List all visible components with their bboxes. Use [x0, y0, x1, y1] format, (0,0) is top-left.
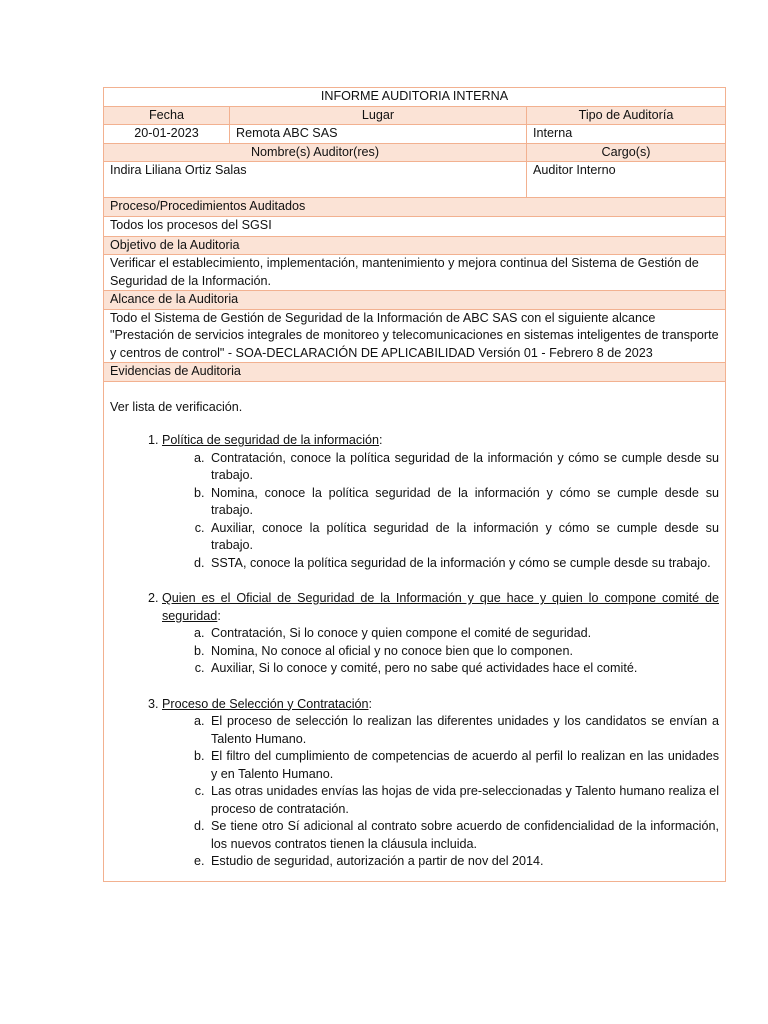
section-seleccion: 3. Proceso de Selección y Contratación: a. El proceso de selección lo realizan las diferentes unidades y los candidatos se envían a Talento Humano. b. El filtro del cumplimiento de competencias de acuerdo al perfil lo realizan en las unidades y en Talento Humano. c. Las otras unidades envías las hojas de vida pre-seleccionadas y Talento humano realiza el proceso de contratación. d. Se tiene otro Sí adicional al contrato sobre acuerdo de confidencialidad de la información, los nuevos contratos tienen la cláusula incluida. e. Estudio de seguridad, autorización a partir de nov del 2014.: [162, 696, 719, 871]
section-items: [162, 713, 719, 871]
tipo-header: Tipo de Auditoría: [527, 106, 726, 125]
lugar-value: Remota ABC SAS: [230, 125, 527, 144]
proceso-value: Todos los procesos del SGSI: [104, 216, 726, 236]
list-item: a. El proceso de selección lo realizan las diferentes unidades y los candidatos se envían a Talento Humano.: [208, 713, 719, 748]
list-item: a. Contratación, Si lo conoce y quien compone el comité de seguridad.: [208, 625, 719, 643]
list-item: c. Auxiliar, conoce la política seguridad de la información y cómo se cumple desde su trabajo.: [208, 520, 719, 555]
section-politica: 1. Política de seguridad de la información: a. Contratación, conoce la política seguridad de la información y cómo se cumple desde su trabajo. b. Nomina, conoce la política seguridad de la información y cómo se cumple desde su trabajo. c. Auxiliar, conoce la política seguridad de la información y cómo se cumple desde su trabajo. d. SSTA, conoce la política seguridad de la información y cómo se cumple desde su trabajo.: [162, 432, 719, 572]
objetivo-value: Verificar el establecimiento, implementación, mantenimiento y mejora continua del Sistema de Gestión de Seguridad de la Información.: [104, 255, 726, 291]
report-title: INFORME AUDITORIA INTERNA: [104, 88, 726, 107]
audit-report: [103, 87, 725, 882]
auditor-cargo: Auditor Interno: [527, 162, 726, 198]
lugar-header: Lugar: [230, 106, 527, 125]
list-item: b. Nomina, conoce la política seguridad de la información y cómo se cumple desde su trabajo.: [208, 485, 719, 520]
list-item: a. Contratación, conoce la política seguridad de la información y cómo se cumple desde su trabajo.: [208, 450, 719, 485]
section-title: Política de seguridad de la información: [162, 433, 380, 447]
section-oficial: 2. Quien es el Oficial de Seguridad de la Información y que hace y quien lo compone comité de seguridad: a. Contratación, Si lo conoce y quien compone el comité de seguridad. b. Nomina, No conoce al oficial y no conoce bien que lo componen. c. Auxiliar, Si lo conoce y comité, pero no sabe qué actividades hace el comité.: [162, 590, 719, 678]
evidencias-intro: Ver lista de verificación.: [110, 399, 243, 414]
auditor-name: Indira Liliana Ortiz Salas: [104, 162, 527, 198]
section-items: [162, 450, 719, 573]
evidencias-label: Evidencias de Auditoria: [104, 363, 726, 382]
alcance-value: Todo el Sistema de Gestión de Seguridad de la Información de ABC SAS con el siguiente alcance "Prestación de servicios integrales de monitoreo y telecomunicaciones en sistemas inteligentes de transporte y centros de control" - SOA-DECLARACIÓN DE APLICABILIDAD Versión 01 - Febrero 8 de 2023: [104, 309, 726, 363]
section-items: [162, 625, 719, 678]
fecha-header: Fecha: [104, 106, 230, 125]
audit-report-table: [103, 87, 726, 882]
tipo-value: Interna: [527, 125, 726, 144]
section-title: Proceso de Selección y Contratación: [162, 696, 369, 711]
auditor-header: Nombre(s) Auditor(res): [104, 143, 527, 162]
list-item: e. Estudio de seguridad, autorización a partir de nov del 2014.: [208, 853, 719, 871]
evidencias-sections: [110, 432, 719, 871]
fecha-value: 20-01-2023: [104, 125, 230, 144]
objetivo-label: Objetivo de la Auditoria: [104, 236, 726, 255]
list-item: c. Las otras unidades envías las hojas de vida pre-seleccionadas y Talento humano realiza el proceso de contratación.: [208, 783, 719, 818]
list-item: c. Auxiliar, Si lo conoce y comité, pero no sabe qué actividades hace el comité.: [208, 660, 719, 678]
list-item: b. Nomina, No conoce al oficial y no conoce bien que lo componen.: [208, 643, 719, 661]
list-item: b. El filtro del cumplimiento de competencias de acuerdo al perfil lo realizan en las unidades y en Talento Humano.: [208, 748, 719, 783]
section-title: Quien es el Oficial de Seguridad de la Información y que hace y quien lo compone comité de seguridad: [162, 591, 719, 623]
evidencias-body: [104, 381, 726, 881]
alcance-label: Alcance de la Auditoria: [104, 291, 726, 310]
cargo-header: Cargo(s): [527, 143, 726, 162]
list-item: d. Se tiene otro Sí adicional al contrato sobre acuerdo de confidencialidad de la información, los nuevos contratos tienen la cláusula incluida.: [208, 818, 719, 853]
proceso-label: Proceso/Procedimientos Auditados: [104, 198, 726, 217]
list-item: d. SSTA, conoce la política seguridad de la información y cómo se cumple desde su trabajo.: [208, 555, 719, 573]
